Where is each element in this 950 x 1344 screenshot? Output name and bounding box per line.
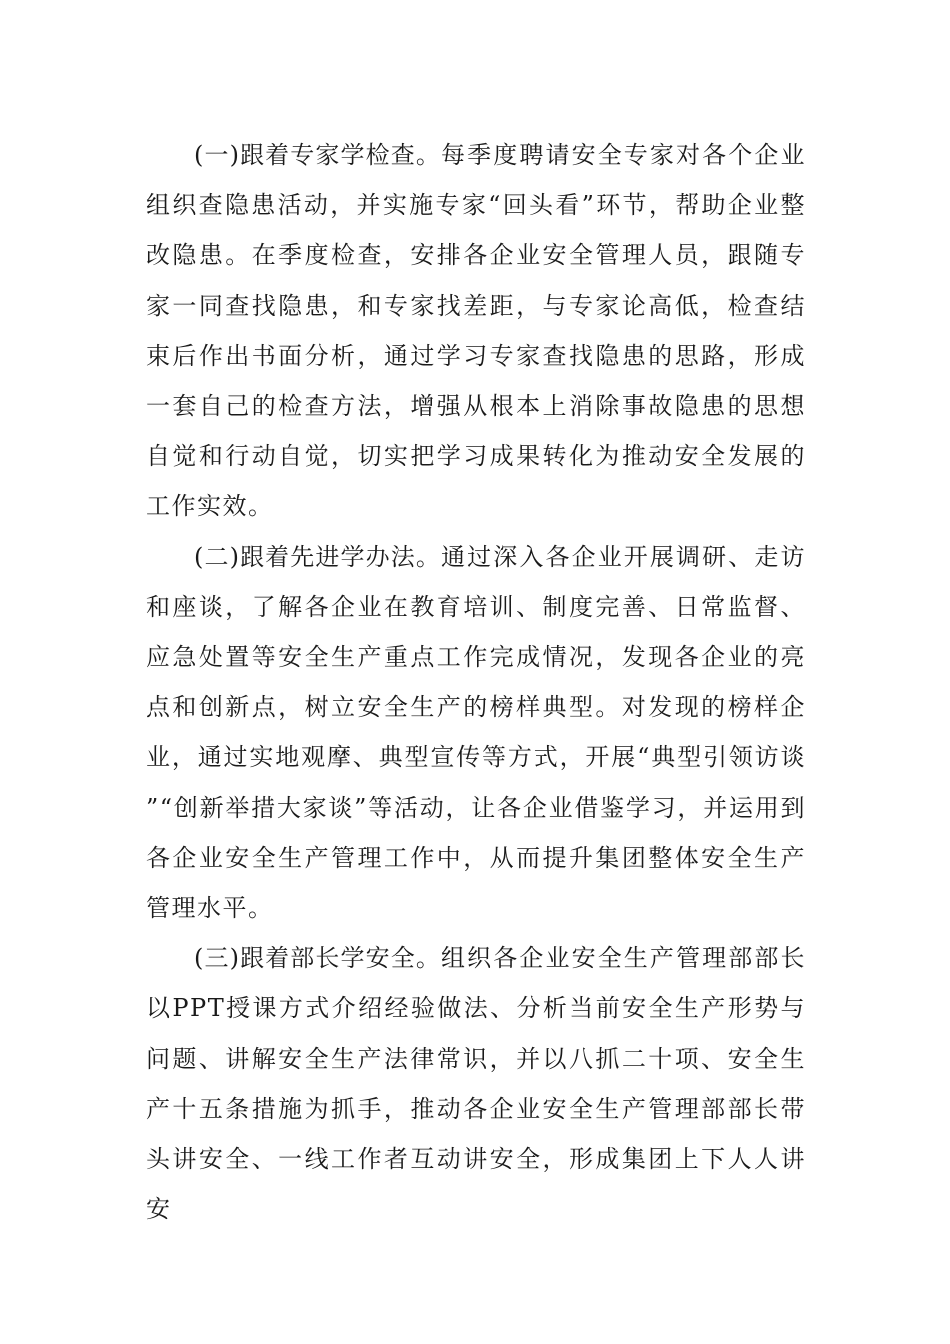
paragraph-heading: (三)跟着部长学安全。 [194, 944, 441, 973]
paragraph-text: 组织各企业安全生产管理部部长以PPT授课方式介绍经验做法、分析当前安全生产形势与问题、讲解安全生产法律常识，并以八抓二十项、安全生产十五条措施为抓手，推动各企业安全生产管理部部长带头讲安全、一线工作者互动讲安全，形成集团上下人人讲安 [146, 944, 806, 1224]
paragraph-text: 每季度聘请安全专家对各个企业组织查隐患活动，并实施专家“回头看”环节，帮助企业整改隐患。在季度检查，安排各企业安全管理人员，跟随专家一同查找隐患，和专家找差距，与专家论高低，检查结束后作出书面分析，通过学习专家查找隐患的思路，形成一套自己的检查方法，增强从根本上消除事故隐患的思想自觉和行动自觉，切实把学习成果转化为推动安全发展的工作实效。 [146, 141, 806, 521]
paragraph-advanced-methods [146, 532, 806, 934]
paragraph-minister-safety [146, 933, 806, 1234]
paragraph-heading: (一)跟着专家学检查。 [194, 141, 441, 169]
document-body [146, 130, 806, 1234]
paragraph-heading: (二)跟着先进学办法。 [194, 542, 441, 571]
paragraph-expert-inspection [146, 130, 806, 532]
paragraph-text: 通过深入各企业开展调研、走访和座谈，了解各企业在教育培训、制度完善、日常监督、应急处置等安全生产重点工作完成情况，发现各企业的亮点和创新点，树立安全生产的榜样典型。对发现的榜样企业，通过实地观摩、典型宣传等方式，开展“典型引领访谈”“创新举措大家谈”等活动，让各企业借鉴学习，并运用到各企业安全生产管理工作中，从而提升集团整体安全生产管理水平。 [146, 542, 806, 923]
